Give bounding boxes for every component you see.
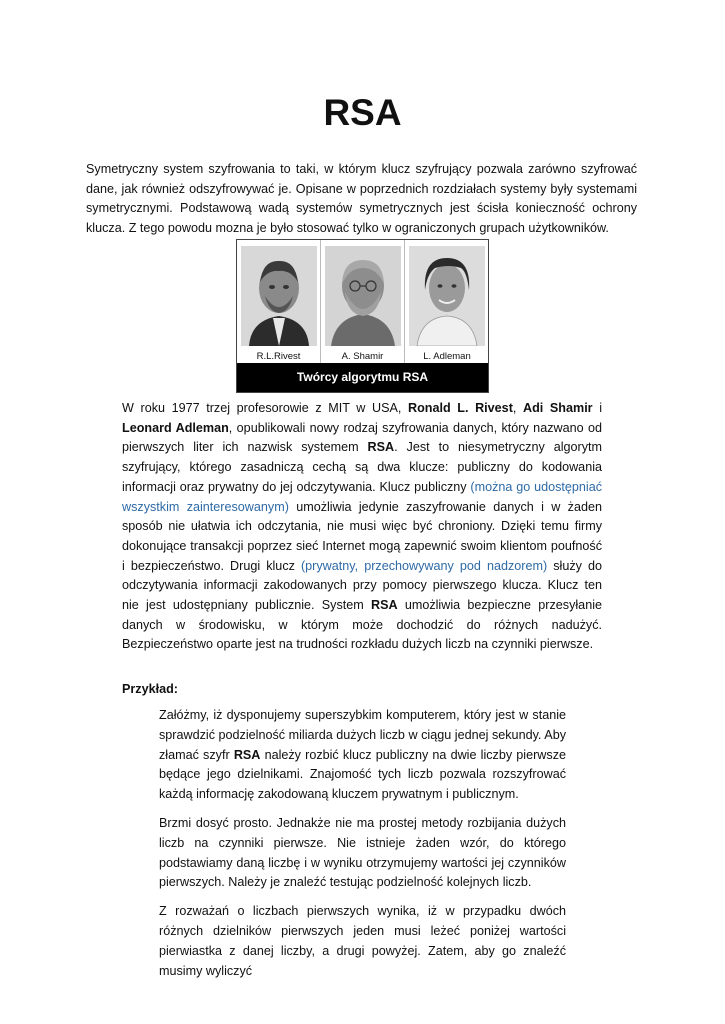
public-key-note: (można go udostępniać wszystkim zainteresowanym)	[122, 479, 602, 514]
figure-title: Twórcy algorytmu RSA	[237, 363, 488, 392]
page-title: RSA	[323, 92, 402, 133]
example-paragraph: Z rozważań o liczbach pierwszych wynika, iż w przypadku dwóch różnych dzielników pierwszych jeden musi leżeć poniżej wartości pierwiastka z danej liczby, a drugi powyżej. Zatem, aby go znaleźć musimy wyliczyć	[159, 904, 566, 978]
name-adleman: Leonard Adleman	[122, 420, 229, 435]
example-paragraph	[159, 706, 566, 805]
photo-caption: R.L.Rivest	[256, 351, 301, 362]
rsa-description-paragraph	[122, 399, 602, 655]
photo-adleman	[405, 240, 489, 364]
intro-paragraph: Symetryczny system szyfrowania to taki, w którym klucz szyfrujący pozwala zarówno szyfrować dane, jak również odszyfrowywać je. Opisane w poprzednich rozdziałach systemy były systemami symetrycznymi. Podstawową wadą systemów symetrycznych jest ścisła konieczność ochrony klucza. Z tego powodu mozna je było stosować tylko w ograniczonych grupach użytkowników.	[86, 162, 637, 235]
body-text: umożliwia jedynie zaszyfrowanie danych i w żaden sposób nie ułatwia ich odczytania, nie musi więc być chroniony. Dzięki temu firmy dokonujące transakcji poprzez sieć Internet mogą zapewnić swoim klientom poufność i bezpieczeństwo. Drugi klucz	[122, 499, 602, 573]
body-text: ,	[512, 401, 523, 415]
portrait-rivest-image	[241, 246, 317, 346]
name-rivest: Ronald L. Rivest	[408, 401, 513, 415]
example-block	[159, 706, 566, 990]
photo-caption: L. Adleman	[423, 351, 471, 362]
body-text: służy do odczytywania informacji zakodowanych przy pomocy pierwszego klucza. Klucz ten nie jest udostępniany publicznie. System	[122, 558, 603, 613]
example-paragraph: Brzmi dosyć prosto. Jednakże nie ma prostej metody rozbijania dużych liczb na czynniki pierwsze. Nie istnieje żaden wzór, do którego podstawiamy daną liczbę i w wyniku otrzymujemy wartości jej czynników pierwszych. Należy je znaleźć testując podzielność kolejnych liczb.	[159, 815, 566, 890]
example-text: należy rozbić klucz publiczny na dwie liczby pierwsze będące jego dzielnikami. Znajomość tych liczb pozwala rozszyfrować każdą informację zakodowaną kluczem prywatnym i publicznym.	[159, 747, 566, 802]
rsa-term: RSA	[367, 440, 395, 455]
rsa-term: RSA	[371, 598, 398, 613]
body-text: W roku 1977 trzej profesorowie z MIT w USA,	[122, 401, 408, 415]
photo-shamir	[321, 240, 405, 364]
portrait-adleman-image	[409, 246, 485, 346]
body-text: i	[592, 401, 602, 415]
private-key-note: (prywatny, przechowywany pod nadzorem)	[300, 558, 548, 573]
rsa-creators-figure	[236, 239, 489, 393]
photo-rivest	[237, 240, 321, 364]
body-text: . Jest to niesymetryczny algorytm szyfrujący, którego zasadniczą cechą są dwa klucze: publiczny do kodowania informacji oraz prywatny do jej odczytywania. Klucz publiczny	[122, 440, 603, 494]
name-shamir: Adi Shamir	[523, 401, 593, 415]
rsa-term: RSA	[233, 747, 261, 762]
photo-caption: A. Shamir	[341, 351, 384, 362]
example-heading: Przykład:	[122, 682, 178, 696]
body-text: umożliwia bezpieczne przesyłanie danych w środowisku, w którym może dochodzić do różnych nadużyć. Bezpieczeństwo oparte jest na trudności rozkładu dużych liczb na czynniki pierwsze.	[122, 598, 602, 652]
example-text: Załóżmy, iż dysponujemy superszybkim komputerem, który jest w stanie sprawdzić podzielność miliarda dużych liczb w ciągu jednej sekundy. Aby złamać szyfr	[159, 708, 566, 762]
portrait-shamir-image	[325, 246, 401, 346]
body-text: , opublikowali nowy rodzaj szyfrowania danych, który nazwano od pierwszych liter ich nazwisk systemem	[122, 420, 602, 455]
